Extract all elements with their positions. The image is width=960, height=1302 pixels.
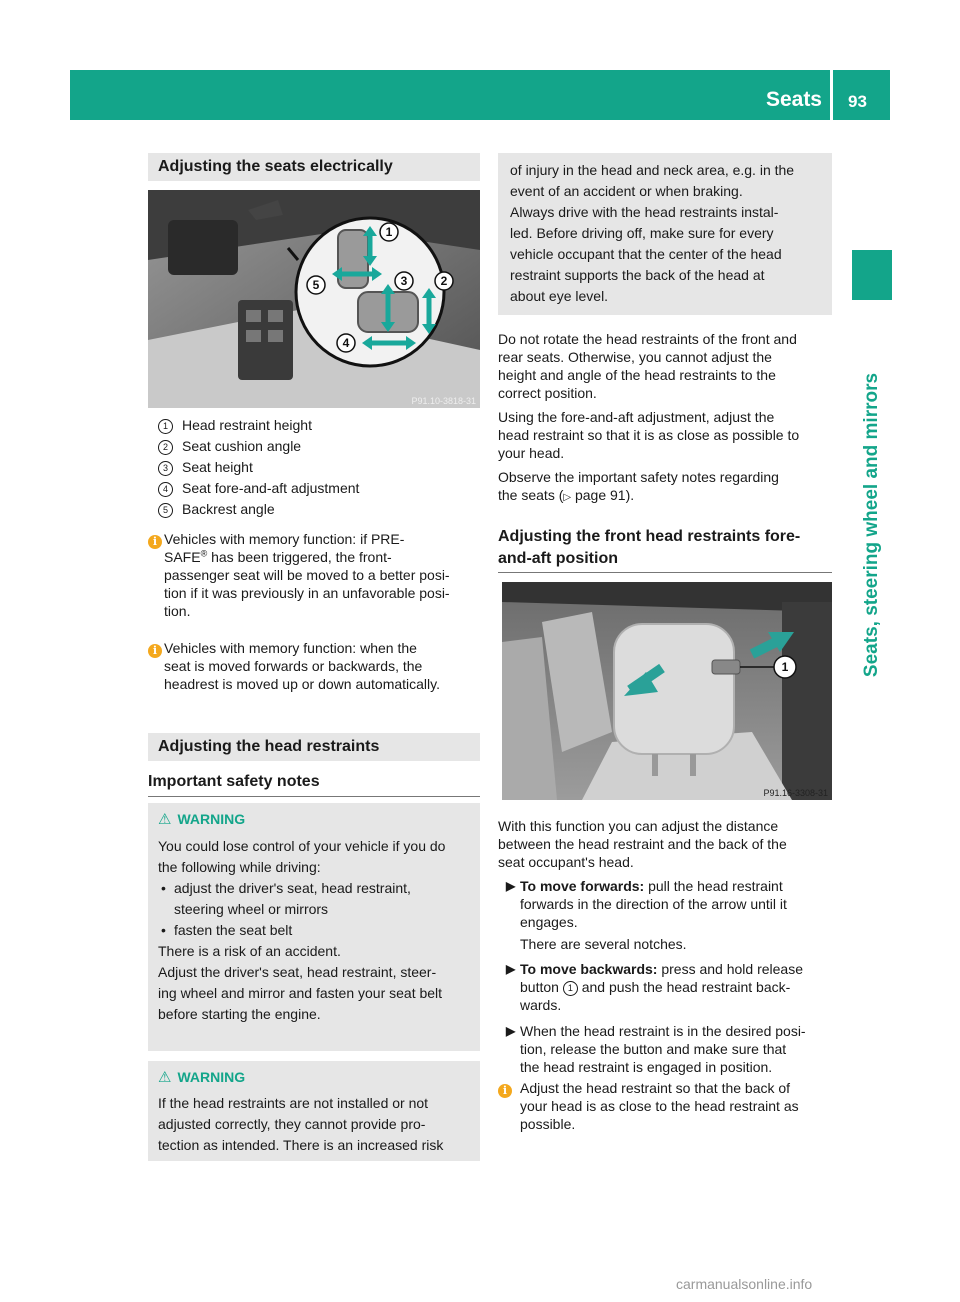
paragraph-fore-aft: Using the fore-and-aft adjustment, adjust the head restraint so that it is as close as possible to your head.: [498, 409, 800, 461]
legend-item: 3 Seat height: [158, 457, 359, 478]
info-icon-3-wrap: [498, 1081, 512, 1099]
warning-icon: ⚠: [158, 1069, 172, 1086]
step-move-backwards: ▶ To move backwards: press and hold release button 1 and push the head restraint back- wards.: [506, 961, 803, 1013]
paragraph-function: With this function you can adjust the distance between the head restraint and the back of the seat occupant's head.: [498, 818, 787, 870]
side-tab-label: Seats, steering wheel and mirrors: [861, 372, 882, 678]
callout-1: 1: [781, 660, 789, 674]
warning-title-2: ⚠ WARNING: [158, 1069, 246, 1086]
page-number: 93: [848, 92, 867, 111]
side-tab-marker: [852, 250, 892, 300]
paragraph-rotate: Do not rotate the head restraints of the front and rear seats. Otherwise, you cannot adjust the height and angle of the head restraints to the correct position.: [498, 331, 797, 401]
legend-list: [158, 415, 359, 520]
info-icon: i: [148, 535, 162, 549]
callout-4: 4: [342, 336, 350, 350]
info-icon: i: [498, 1084, 512, 1098]
warning-icon: ⚠: [158, 811, 172, 828]
step-arrow-icon: ▶: [506, 1024, 516, 1038]
figure-seat-controls: [148, 190, 480, 408]
info-note-3: Adjust the head restraint so that the back of your head is as close to the head restraint as possible.: [520, 1080, 799, 1132]
info-icon-1-wrap: [148, 532, 162, 550]
paragraph-observe: Observe the important safety notes regarding the seats (▷ page 91).: [498, 469, 779, 503]
section-title-seats-electric: Adjusting the seats electrically: [148, 153, 480, 181]
divider: [498, 572, 832, 573]
info-icon: i: [148, 644, 162, 658]
header-title: Seats: [765, 88, 822, 111]
footer-watermark: carmanualsonline.info: [676, 1276, 813, 1292]
warning-text-1: You could lose control of your vehicle if you do the following while driving: • adjust the driver's seat, head restraint, steering wheel or mirrors • fasten the seat belt There is a risk of an accident. Adjust the driver's seat, head restraint, steer- ing wheel and mirror and fasten your seat belt before starting the engine.: [158, 838, 446, 1022]
step-release: ▶ When the head restraint is in the desired posi- tion, release the button and make sure that the head restraint is engaged in position.: [506, 1023, 806, 1075]
warning-title-1: ⚠ WARNING: [158, 811, 246, 828]
warning-text-2-continued: of injury in the head and neck area, e.g. in the event of an accident or when braking. Always drive with the head restraints instal- led. Before driving off, make sure for every vehicle occupant that the center of the head restraint supports the back of the head at about eye level.: [510, 162, 795, 304]
figure1-code: P91.10-3818-31: [411, 396, 476, 406]
subsection-title-safety: Important safety notes: [148, 773, 320, 790]
callout-3: 3: [400, 274, 408, 288]
legend-item: 2 Seat cushion angle: [158, 436, 359, 457]
callout-1: 1: [385, 225, 393, 239]
legend-item: 1 Head restraint height: [158, 415, 359, 436]
warning-text-2: If the head restraints are not installed or not adjusted correctly, they cannot provide pro- tection as intended. There is an increased risk: [158, 1095, 444, 1153]
header-divider: [830, 70, 833, 120]
figure-head-restraint: [502, 582, 832, 800]
info-icon-2-wrap: [148, 641, 162, 659]
info-note-1: Vehicles with memory function: if PRE- SAFE® has been triggered, the front- passenger seat will be moved to a better posi- tion if it was previously in an unfavorable posi- tion.: [164, 531, 450, 619]
step-move-forwards: ▶ To move forwards: pull the head restraint forwards in the direction of the arrow until it engages. There are several notches.: [506, 878, 787, 952]
page-ref-arrow-icon: ▷: [563, 492, 572, 503]
callout-5: 5: [312, 278, 320, 292]
legend-item: 5 Backrest angle: [158, 499, 359, 520]
heading-fore-aft-position: Adjusting the front head restraints fore- and-aft position: [498, 528, 801, 567]
figure2-code: P91.16-3308-31: [763, 788, 828, 798]
step-arrow-icon: ▶: [506, 879, 516, 893]
step-arrow-icon: ▶: [506, 962, 516, 976]
callout-2: 2: [440, 274, 448, 288]
legend-item: 4 Seat fore-and-aft adjustment: [158, 478, 359, 499]
section-title-head-restraints: Adjusting the head restraints: [148, 733, 480, 761]
info-note-2: Vehicles with memory function: when the seat is moved forwards or backwards, the headrest is moved up or down automatically.: [164, 640, 440, 692]
divider: [148, 796, 480, 797]
